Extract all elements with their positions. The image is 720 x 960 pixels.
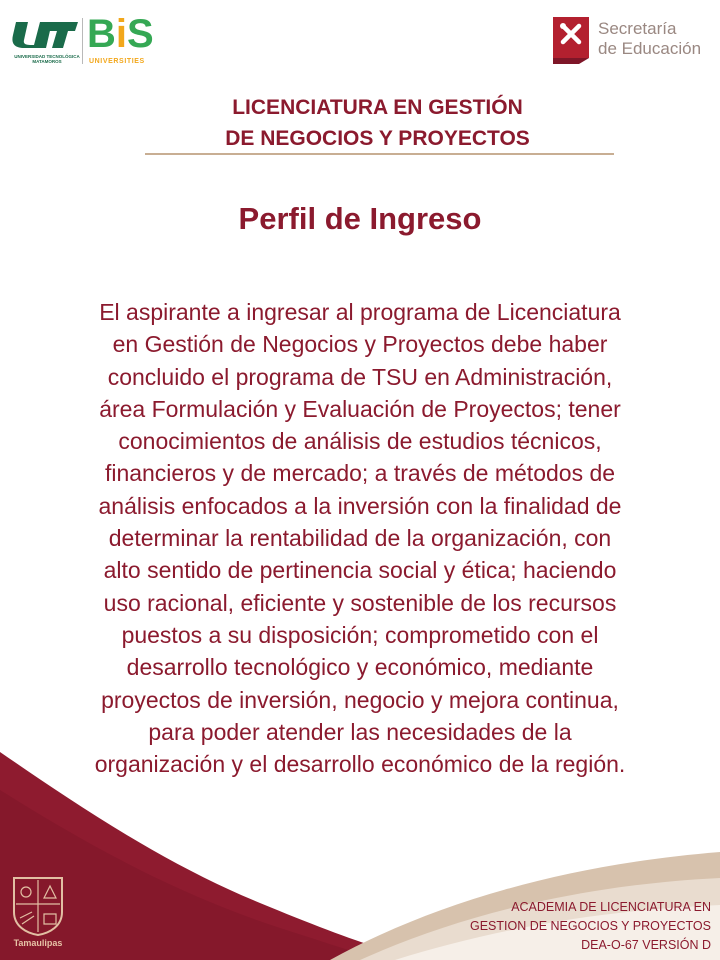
body-line: determinar la rentabilidad de la organización, con [108,525,612,552]
bis-letter: B [87,12,116,56]
page-title-line: DE NEGOCIOS Y PROYECTOS [225,127,530,150]
footer-line: ACADEMIA DE LICENCIATURA EN [511,900,711,914]
bis-subtitle: UNIVERSITIES [89,58,145,65]
body-line: concluido el programa de TSU en Administración, [107,363,613,390]
body-line: proyectos de inversión, negocio y mejora continua, [101,686,619,713]
tamaulipas-seal-icon [8,872,68,956]
seal-shield [8,872,68,936]
body-line: área Formulación y Evaluación de Proyectos; tener [99,395,621,422]
body-line: alto sentido de pertinencia social y ética; haciendo [103,557,617,584]
secretaria-line: Secretaría [598,19,677,38]
footer-line: DEA-O-67 VERSIÓN D [581,938,711,952]
body-line: desarrollo tecnológico y económico, mediante [126,654,594,681]
body-line: en Gestión de Negocios y Proyectos debe haber [112,331,608,358]
bis-logo-icon [87,12,154,68]
body-line: para poder atender las necesidades de la [148,718,572,745]
footer-line: GESTION DE NEGOCIOS Y PROYECTOS [469,919,711,933]
page-title [140,92,615,154]
bis-wordmark [87,14,154,54]
ut-caption [12,54,82,64]
logo-divider [82,18,83,64]
secretaria-logo-text [598,19,701,59]
ut-logo-icon [12,18,78,52]
seal-label: Tamaulipas [13,938,63,948]
body-line: conocimientos de análisis de estudios técnicos, [118,428,602,455]
ut-logo [12,18,78,68]
section-title: Perfil de Ingreso [238,201,482,236]
body-line: financieros y de mercado; a través de métodos de [104,460,616,487]
body-line: El aspirante a ingresar al programa de Licenciatura [99,299,621,325]
body-paragraph [50,296,670,780]
bis-letter: S [127,12,154,56]
bis-letter: i [115,12,128,56]
body-line: organización y el desarrollo económico de la región. [94,751,626,778]
secretaria-logo-icon [551,14,591,64]
secretaria-line: de Educación [598,39,702,58]
body-line: análisis enfocados a la inversión con la finalidad de [98,492,622,519]
footer-reference [470,898,711,955]
ut-caption-line: MATAMOROS [32,59,62,64]
body-line: puestos a su disposición; comprometido con el [121,621,599,648]
body-line: uso racional, eficiente y sostenible de los recursos [103,589,617,616]
title-underline [145,153,614,155]
page-title-line: LICENCIATURA EN GESTIÓN [232,96,523,119]
ut-caption-line: UNIVERSIDAD TECNOLÓGICA [14,54,80,59]
